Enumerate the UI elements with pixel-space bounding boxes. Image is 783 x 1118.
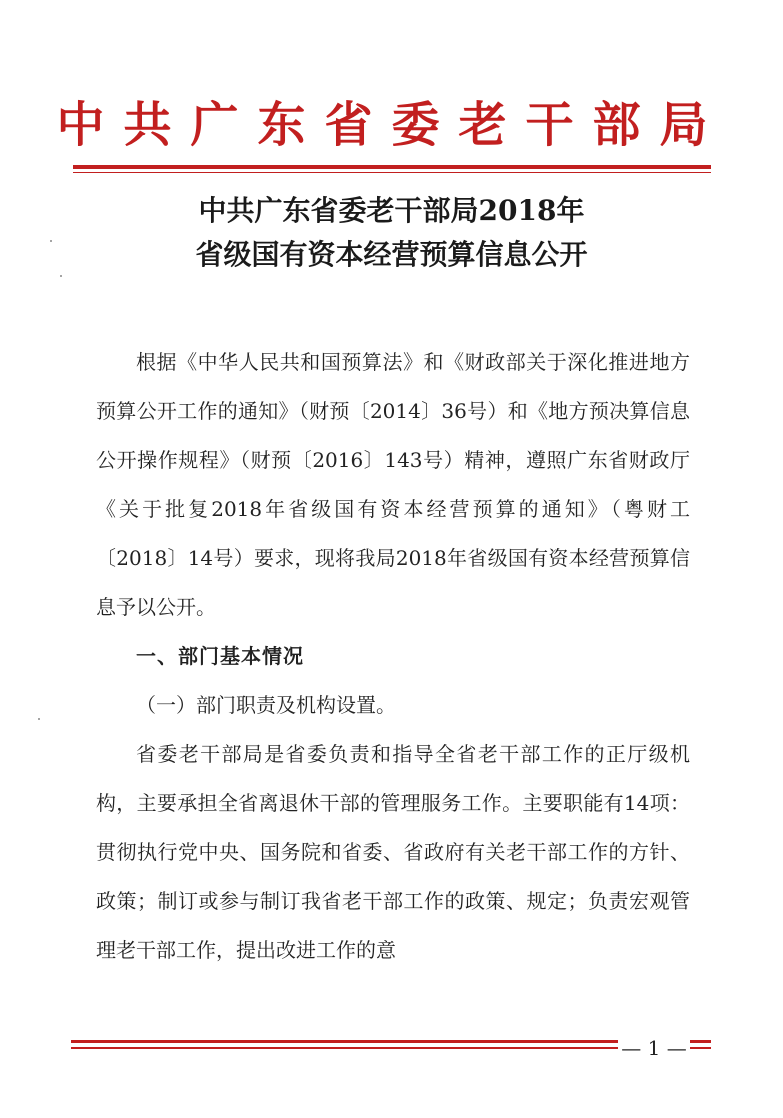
section-heading: 一、部门基本情况 xyxy=(136,644,304,668)
footer-divider-thin xyxy=(71,1047,711,1049)
page-number: — 1 — xyxy=(618,1036,690,1060)
scan-speck xyxy=(50,240,52,242)
agency-letterhead-title: 中共广东省委老干部局 xyxy=(56,97,727,153)
document-title-line-1: 中共广东省委老干部局2018年 xyxy=(198,194,585,227)
scan-speck xyxy=(60,275,62,277)
letterhead-divider-thick xyxy=(73,165,711,169)
letterhead-divider-thin xyxy=(73,172,711,173)
subsection-heading: （一）部门职责及机构设置。 xyxy=(136,693,396,717)
intro-paragraph: 根据《中华人民共和国预算法》和《财政部关于深化推进地方预算公开工作的通知》（财预〔2014〕36号）和《地方预决算信息公开操作规程》（财预〔2016〕143号）精神，遵照广东省财政厅《关于批复2018年省级国有资本经营预算的通知》（粤财工〔2018〕14号）要求，现将我局2018年省级国有资本经营预算信息予以公开。 xyxy=(96,350,690,619)
scan-speck xyxy=(38,718,40,720)
duties-paragraph: 省委老干部局是省委负责和指导全省老干部工作的正厅级机构，主要承担全省离退休干部的管理服务工作。主要职能有14项：贯彻执行党中央、国务院和省委、省政府有关老干部工作的方针、政策；制订或参与制订我省老干部工作的政策、规定；负责宏观管理老干部工作，提出改进工作的意 xyxy=(96,742,690,962)
document-title-line-2: 省级国有资本经营预算信息公开 xyxy=(195,238,588,271)
document-body xyxy=(96,338,690,975)
footer-divider-thick xyxy=(71,1040,711,1043)
